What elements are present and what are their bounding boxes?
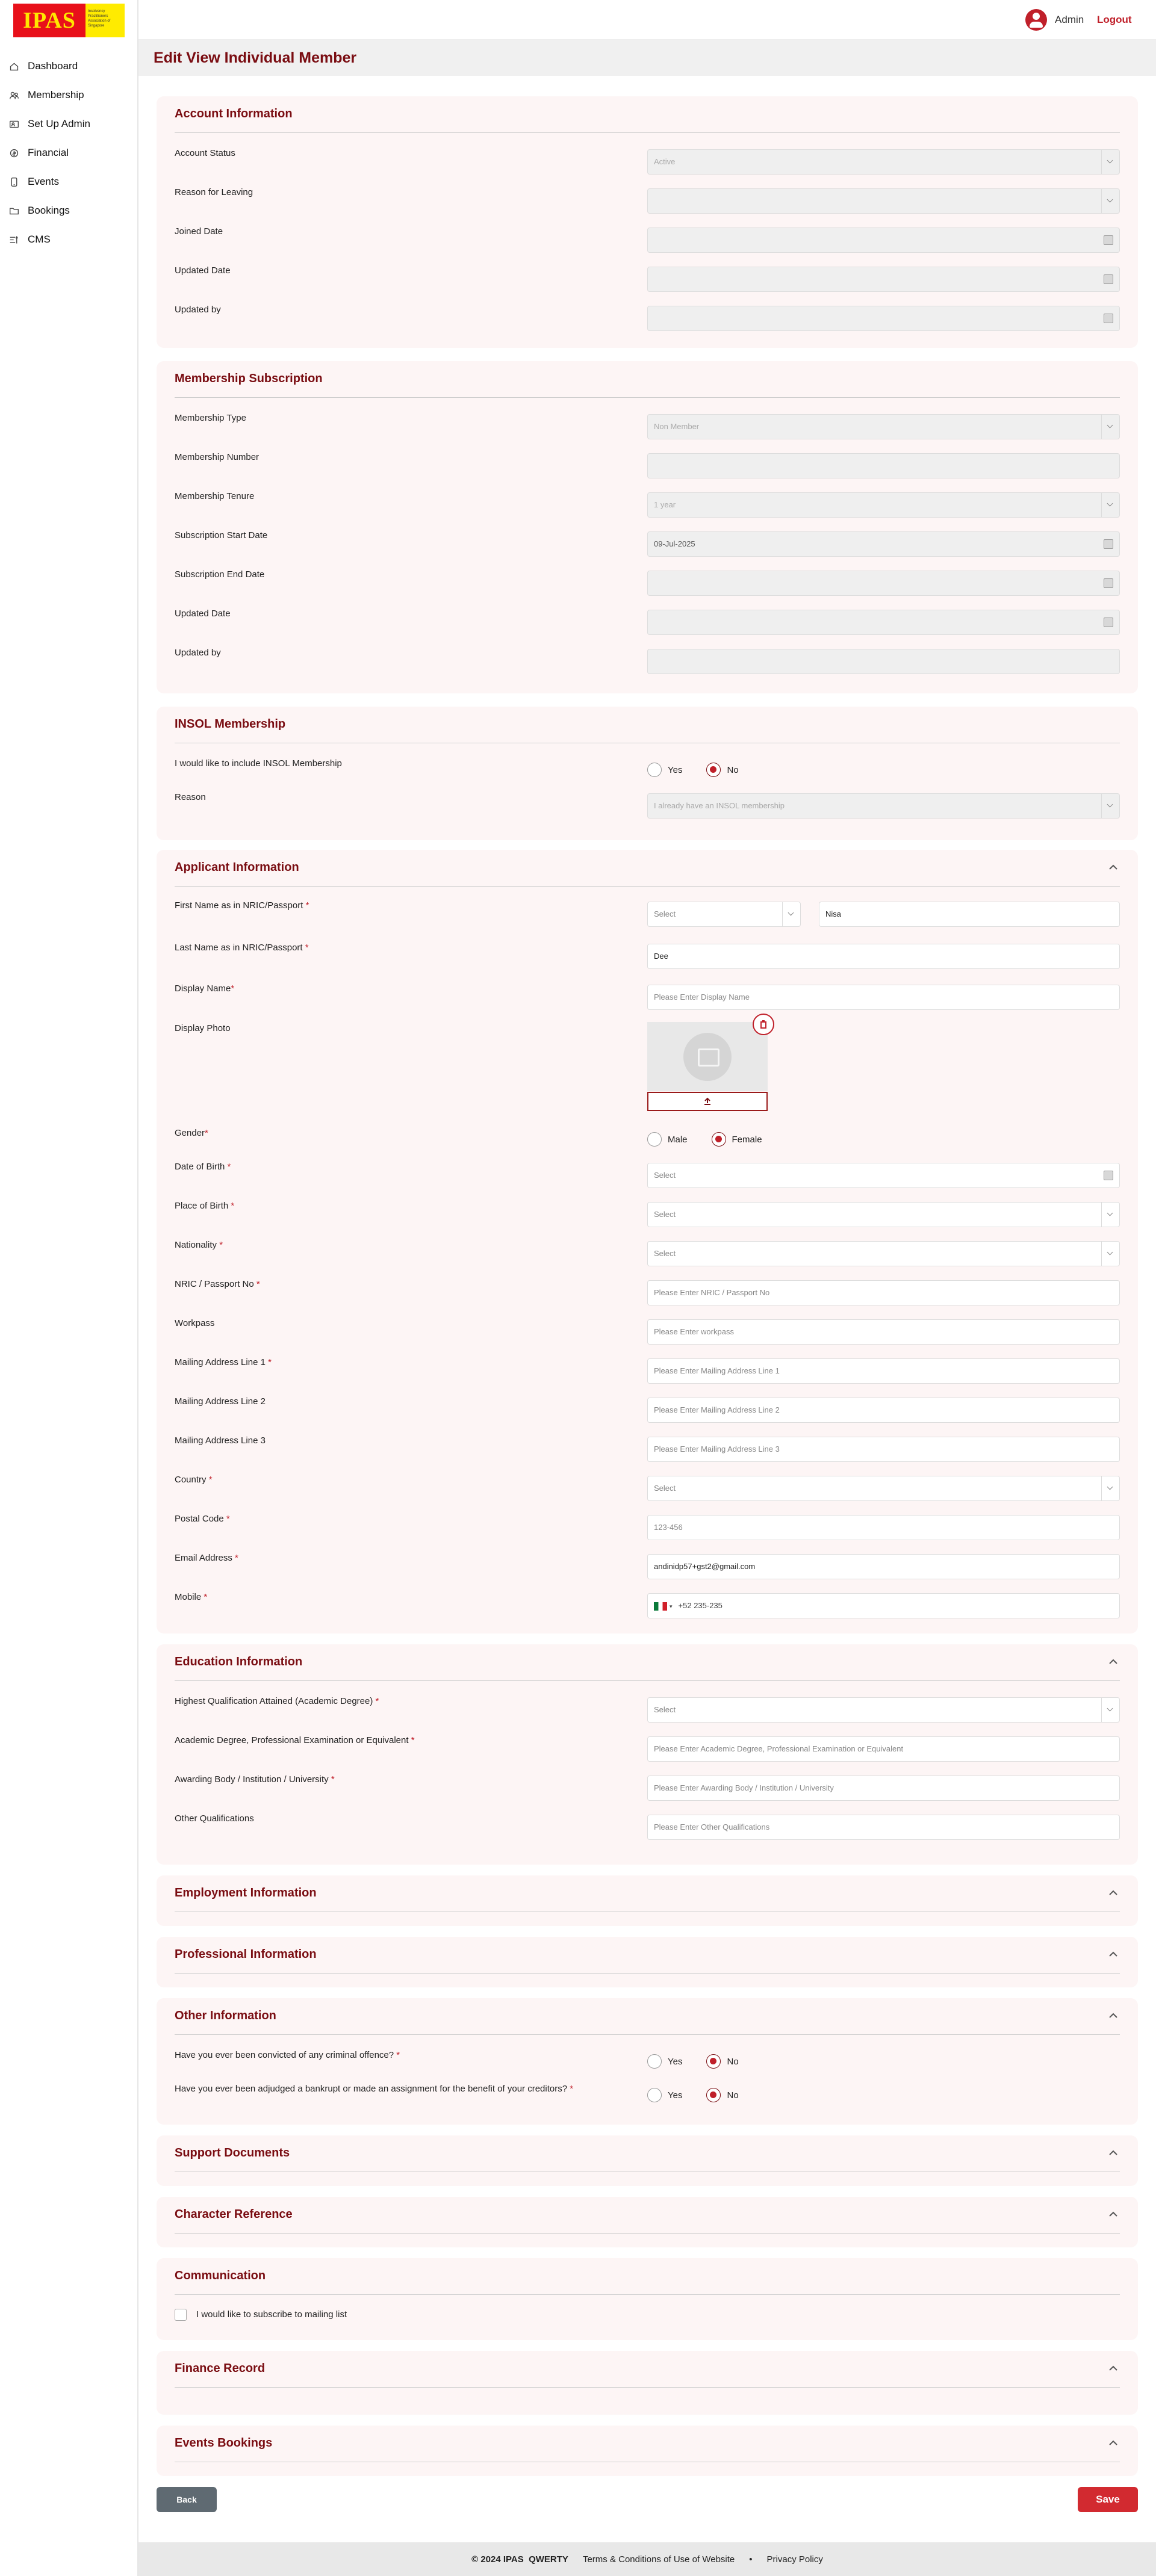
divider	[175, 2233, 1120, 2234]
section-title: INSOL Membership	[175, 717, 286, 731]
radio-circle[interactable]	[647, 763, 662, 777]
calendar-icon	[1104, 539, 1113, 549]
chevron-down-icon	[1101, 1203, 1119, 1227]
radio-circle[interactable]	[647, 2054, 662, 2069]
account-status-select[interactable]	[647, 149, 1120, 175]
field-label: Membership Type	[175, 413, 246, 423]
bankrupt-radio-group	[647, 2085, 739, 2105]
section-title: Character Reference	[175, 2208, 293, 2221]
select-value: 1 year	[654, 500, 676, 509]
input-placeholder: Please Enter Mailing Address Line 2	[654, 1405, 780, 1414]
section-title: Education Information	[175, 1655, 303, 1668]
input-placeholder: Select	[654, 1249, 676, 1258]
field-label: First Name as in NRIC/Passport *	[175, 900, 309, 911]
membership-number-field[interactable]	[647, 453, 1120, 478]
radio-label: Male	[668, 1134, 688, 1145]
chevron-down-icon	[782, 902, 800, 926]
chevron-down-icon	[1101, 794, 1119, 818]
coin-icon	[8, 147, 19, 158]
radio-label: No	[727, 2056, 739, 2067]
updated-date-row	[175, 264, 1120, 293]
last-name-input[interactable]	[647, 944, 1120, 969]
input-placeholder: Select	[654, 1171, 676, 1180]
account-information-card	[157, 96, 1138, 348]
input-placeholder: Select	[654, 1484, 676, 1493]
address1-input[interactable]	[647, 1358, 1120, 1384]
field-label: Subscription Start Date	[175, 530, 268, 540]
section-title: Communication	[175, 2269, 266, 2282]
field-label: Have you ever been convicted of any criminal offence? *	[175, 2050, 400, 2060]
highest-qualification-row	[175, 1695, 1120, 1724]
field-label: Updated by	[175, 648, 221, 658]
input-value: +52 235-235	[678, 1601, 722, 1610]
criminal-yes-radio[interactable]	[647, 2054, 682, 2069]
reason-leaving-row	[175, 186, 1120, 215]
membership-subscription-card	[157, 361, 1138, 693]
workpass-row	[175, 1317, 1120, 1346]
criminal-no-radio[interactable]	[706, 2054, 738, 2069]
communication-card	[157, 2258, 1138, 2340]
select-value: Select	[654, 909, 676, 918]
select-value: I already have an INSOL membership	[654, 801, 785, 810]
user-avatar-icon[interactable]	[1025, 9, 1047, 31]
field-label: NRIC / Passport No *	[175, 1279, 260, 1289]
chevron-up-icon[interactable]	[1107, 1886, 1120, 1899]
field-label: Membership Tenure	[175, 491, 255, 501]
radio-circle[interactable]	[706, 763, 721, 777]
nationality-row	[175, 1239, 1120, 1268]
section-title: Support Documents	[175, 2146, 290, 2160]
sidebar-item-financial[interactable]	[0, 138, 137, 167]
salutation-select[interactable]	[647, 902, 801, 927]
logo-text: IPAS	[13, 4, 85, 37]
sidebar-item-label: Financial	[28, 147, 69, 158]
field-label: Place of Birth *	[175, 1201, 235, 1211]
bankrupt-no-radio[interactable]	[706, 2088, 738, 2102]
joined-date-field[interactable]	[647, 228, 1120, 253]
mobile-input[interactable]	[647, 1593, 1120, 1618]
updated-by-row	[175, 303, 1120, 332]
input-value: Nisa	[825, 909, 842, 918]
radio-circle[interactable]	[706, 2054, 721, 2069]
bankrupt-yes-radio[interactable]	[647, 2088, 682, 2102]
insol-yes-radio[interactable]	[647, 763, 682, 777]
section-title: Applicant Information	[175, 861, 299, 874]
section-title: Membership Subscription	[175, 372, 323, 385]
chevron-down-icon	[1101, 1698, 1119, 1722]
field-label: Highest Qualification Attained (Academic Degree) *	[175, 1696, 379, 1706]
divider	[175, 886, 1120, 887]
country-code-caret: ▾	[670, 1603, 673, 1609]
calendar-icon	[1104, 235, 1113, 245]
section-title: Finance Record	[175, 2362, 266, 2375]
input-placeholder: Please Enter workpass	[654, 1327, 734, 1336]
support-documents-card[interactable]	[157, 2135, 1138, 2186]
criminal-radio-group	[647, 2051, 739, 2072]
ipas-logo[interactable]	[13, 4, 125, 37]
first-name-input[interactable]	[819, 902, 1120, 927]
postal-code-row	[175, 1512, 1120, 1541]
workpass-input[interactable]	[647, 1319, 1120, 1345]
input-placeholder: Please Enter Display Name	[654, 992, 750, 1002]
sidebar-item-cms[interactable]	[0, 225, 137, 254]
calendar-icon	[1104, 578, 1113, 588]
input-placeholder: Select	[654, 1705, 676, 1714]
upload-photo-button[interactable]	[647, 1092, 768, 1111]
criminal-offence-row	[175, 2049, 1120, 2078]
address2-row	[175, 1395, 1120, 1424]
sidebar-item-label: Membership	[28, 89, 84, 101]
page-title-bar	[138, 40, 1156, 76]
subscription-end-row	[175, 568, 1120, 597]
field-label: Mailing Address Line 1 *	[175, 1357, 272, 1367]
page-title: Edit View Individual Member	[154, 49, 357, 66]
address1-row	[175, 1356, 1120, 1385]
phone-icon	[8, 176, 19, 187]
insol-include-radio-group	[647, 760, 739, 780]
employment-information-card[interactable]	[157, 1875, 1138, 1926]
back-button[interactable]: Back	[157, 2487, 217, 2512]
sidebar-item-dashboard[interactable]	[0, 52, 137, 81]
field-label: Mailing Address Line 2	[175, 1396, 266, 1407]
chevron-down-icon	[1101, 1242, 1119, 1266]
field-label: I would like to include INSOL Membership	[175, 758, 342, 769]
checkbox-label: I would like to subscribe to mailing list	[196, 2309, 347, 2320]
nationality-select[interactable]	[647, 1241, 1120, 1266]
calendar-icon	[1104, 314, 1113, 323]
divider	[175, 2294, 1120, 2295]
gender-row	[175, 1127, 1120, 1156]
radio-circle[interactable]	[647, 2088, 662, 2102]
field-label: Workpass	[175, 1318, 215, 1328]
field-label: Reason for Leaving	[175, 187, 253, 197]
terms-link[interactable]: Terms & Conditions of Use of Website	[582, 2554, 735, 2565]
email-row	[175, 1552, 1120, 1581]
field-label: Awarding Body / Institution / University *	[175, 1774, 335, 1785]
radio-label: Yes	[668, 2090, 683, 2101]
insol-reason-row	[175, 791, 1120, 820]
folder-icon	[8, 205, 19, 216]
users-icon	[8, 90, 19, 101]
insol-reason-select[interactable]	[647, 793, 1120, 819]
chevron-up-icon[interactable]	[1107, 2208, 1120, 2221]
field-label: Subscription End Date	[175, 569, 265, 580]
input-placeholder: Please Enter Mailing Address Line 3	[654, 1444, 780, 1454]
sidebar-item-events[interactable]	[0, 167, 137, 196]
input-placeholder: Please Enter Other Qualifications	[654, 1822, 770, 1831]
trash-icon	[759, 1020, 768, 1029]
mobile-row	[175, 1591, 1120, 1620]
gender-male-radio[interactable]	[647, 1132, 688, 1147]
last-name-row	[175, 941, 1120, 970]
address2-input[interactable]	[647, 1398, 1120, 1423]
date-value: 09-Jul-2025	[654, 539, 695, 548]
field-label: Display Photo	[175, 1023, 231, 1033]
field-label: Mobile *	[175, 1592, 208, 1602]
input-placeholder: 123-456	[654, 1523, 683, 1532]
radio-label: No	[727, 2090, 739, 2101]
image-placeholder-icon	[683, 1033, 732, 1081]
sidebar-item-setup-admin[interactable]	[0, 110, 137, 138]
highest-qualification-select[interactable]	[647, 1697, 1120, 1723]
divider	[175, 1680, 1120, 1681]
gender-female-radio[interactable]	[712, 1132, 762, 1147]
input-value: Dee	[654, 952, 668, 961]
sidebar-item-bookings[interactable]	[0, 196, 137, 225]
field-label: Joined Date	[175, 226, 223, 237]
membership-tenure-select[interactable]	[647, 492, 1120, 518]
academic-degree-row	[175, 1734, 1120, 1763]
field-label: Academic Degree, Professional Examination or Equivalent *	[175, 1735, 415, 1745]
other-qualifications-input[interactable]	[647, 1815, 1120, 1840]
field-label: Have you ever been adjudged a bankrupt or made an assignment for the benefit of your creditors? *	[175, 2084, 574, 2094]
field-label: Updated by	[175, 305, 221, 315]
field-label: Other Qualifications	[175, 1813, 254, 1824]
input-value: andinidp57+gst2@gmail.com	[654, 1562, 756, 1571]
footer-separator: •	[749, 2554, 753, 2565]
divider	[175, 1973, 1120, 1974]
divider	[175, 2034, 1120, 2035]
subscription-updated-date-field[interactable]	[647, 610, 1120, 635]
mexico-flag-icon[interactable]	[654, 1602, 667, 1611]
id-card-icon	[8, 119, 19, 129]
photo-preview	[647, 1022, 768, 1091]
section-title: Events Bookings	[175, 2436, 273, 2450]
events-bookings-card[interactable]	[157, 2426, 1138, 2476]
dob-field[interactable]	[647, 1163, 1120, 1188]
chevron-up-icon[interactable]	[1107, 2362, 1120, 2375]
subscription-start-field[interactable]	[647, 531, 1120, 557]
bankrupt-row	[175, 2082, 1120, 2111]
section-title: Employment Information	[175, 1886, 317, 1899]
chevron-down-icon	[1101, 415, 1119, 439]
divider	[175, 397, 1120, 398]
field-label: Updated Date	[175, 265, 231, 276]
account-status-row	[175, 147, 1120, 176]
subscription-updated-by-field[interactable]	[647, 649, 1120, 674]
field-label: Date of Birth *	[175, 1162, 231, 1172]
radio-circle[interactable]	[647, 1132, 662, 1147]
pob-row	[175, 1200, 1120, 1228]
input-placeholder: Please Enter Awarding Body / Institution / University	[654, 1783, 834, 1792]
insol-include-row	[175, 757, 1120, 786]
subscription-updated-by-row	[175, 646, 1120, 675]
logo-subtext: Insolvency Practitioners Association of Singapore	[85, 4, 125, 37]
field-label: Nationality *	[175, 1240, 223, 1250]
email-input[interactable]	[647, 1554, 1120, 1579]
radio-label: Female	[732, 1134, 762, 1145]
home-icon	[8, 61, 19, 72]
top-bar	[138, 0, 1156, 40]
sidebar-nav	[0, 52, 137, 254]
address3-input[interactable]	[647, 1437, 1120, 1462]
gender-radio-group	[647, 1129, 762, 1150]
other-qualifications-row	[175, 1812, 1120, 1841]
input-placeholder: Select	[654, 1210, 676, 1219]
membership-type-select[interactable]	[647, 414, 1120, 439]
applicant-information-card	[157, 850, 1138, 1633]
logout-link[interactable]: Logout	[1097, 14, 1132, 25]
nric-input[interactable]	[647, 1280, 1120, 1305]
pob-select[interactable]	[647, 1202, 1120, 1227]
radio-circle[interactable]	[706, 2088, 721, 2102]
divider	[175, 2387, 1120, 2388]
display-name-row	[175, 982, 1120, 1011]
radio-circle[interactable]	[712, 1132, 726, 1147]
footer	[138, 2542, 1156, 2576]
upload-icon	[703, 1097, 712, 1106]
field-label: Display Name*	[175, 983, 235, 994]
other-information-card	[157, 1998, 1138, 2125]
select-value: Non Member	[654, 422, 700, 431]
mailing-list-checkbox[interactable]	[175, 2309, 187, 2321]
updated-date-field[interactable]	[647, 267, 1120, 292]
select-value: Active	[654, 157, 676, 166]
field-label: Country *	[175, 1475, 213, 1485]
subscription-end-field[interactable]	[647, 571, 1120, 596]
field-label: Account Status	[175, 148, 235, 158]
chevron-down-icon	[1101, 493, 1119, 517]
subscription-updated-date-row	[175, 607, 1120, 636]
sidebar-item-label: Dashboard	[28, 60, 78, 72]
chevron-down-icon	[1101, 189, 1119, 213]
reason-leaving-select[interactable]	[647, 188, 1120, 214]
character-reference-card[interactable]	[157, 2197, 1138, 2247]
chevron-up-icon[interactable]	[1107, 2009, 1120, 2022]
field-label: Membership Number	[175, 452, 259, 462]
sidebar-item-label: CMS	[28, 234, 51, 245]
field-label: Gender*	[175, 1128, 208, 1138]
section-title: Other Information	[175, 2009, 276, 2022]
divider	[175, 132, 1120, 133]
awarding-body-input[interactable]	[647, 1776, 1120, 1801]
updated-by-field[interactable]	[647, 306, 1120, 331]
field-label: Email Address *	[175, 1553, 238, 1563]
chevron-up-icon[interactable]	[1107, 2436, 1120, 2450]
joined-date-row	[175, 225, 1120, 254]
chevron-up-icon[interactable]	[1107, 2146, 1120, 2160]
education-information-card	[157, 1644, 1138, 1865]
field-label: Mailing Address Line 3	[175, 1435, 266, 1446]
sidebar	[0, 0, 138, 2576]
country-select[interactable]	[647, 1476, 1120, 1501]
section-title: Account Information	[175, 107, 293, 120]
field-label: Last Name as in NRIC/Passport *	[175, 943, 309, 953]
chevron-down-icon	[1101, 1476, 1119, 1500]
address3-row	[175, 1434, 1120, 1463]
footer-copyright: © 2024 IPAS QWERTY	[471, 2554, 568, 2565]
delete-photo-button[interactable]	[753, 1014, 774, 1035]
sidebar-item-label: Events	[28, 176, 59, 187]
calendar-icon	[1104, 1171, 1113, 1180]
display-name-input[interactable]	[647, 985, 1120, 1010]
field-label: Updated Date	[175, 608, 231, 619]
user-name: Admin	[1055, 14, 1084, 25]
input-placeholder: Please Enter NRIC / Passport No	[654, 1288, 770, 1297]
privacy-link[interactable]: Privacy Policy	[766, 2554, 823, 2565]
chevron-up-icon[interactable]	[1107, 1655, 1120, 1668]
membership-type-row	[175, 412, 1120, 441]
calendar-icon	[1104, 618, 1113, 627]
save-button[interactable]: Save	[1078, 2487, 1138, 2512]
radio-label: Yes	[668, 764, 683, 775]
calendar-icon	[1104, 274, 1113, 284]
chevron-up-icon[interactable]	[1107, 861, 1120, 874]
mailing-list-row	[175, 2308, 1120, 2326]
chevron-up-icon[interactable]	[1107, 1948, 1120, 1961]
finance-record-card[interactable]	[157, 2351, 1138, 2415]
field-label: Postal Code *	[175, 1514, 230, 1524]
subscription-start-row	[175, 529, 1120, 558]
field-label: Reason	[175, 792, 206, 802]
radio-label: Yes	[668, 2056, 683, 2067]
sidebar-item-label: Bookings	[28, 205, 70, 216]
radio-label: No	[727, 764, 739, 775]
academic-degree-input[interactable]	[647, 1736, 1120, 1762]
display-photo-row	[175, 1022, 1120, 1118]
sidebar-item-membership[interactable]	[0, 81, 137, 110]
filter-icon	[8, 234, 19, 245]
membership-tenure-row	[175, 490, 1120, 519]
postal-code-input[interactable]	[647, 1515, 1120, 1540]
nric-row	[175, 1278, 1120, 1307]
section-title: Professional Information	[175, 1948, 317, 1961]
awarding-body-row	[175, 1773, 1120, 1802]
membership-number-row	[175, 451, 1120, 480]
country-row	[175, 1473, 1120, 1502]
chevron-down-icon	[1101, 150, 1119, 174]
dob-row	[175, 1160, 1120, 1189]
sidebar-item-label: Set Up Admin	[28, 118, 90, 129]
insol-membership-card	[157, 707, 1138, 840]
insol-no-radio[interactable]	[706, 763, 738, 777]
first-name-row	[175, 899, 1120, 928]
input-placeholder: Please Enter Academic Degree, Professional Examination or Equivalent	[654, 1744, 904, 1753]
professional-information-card[interactable]	[157, 1937, 1138, 1987]
input-placeholder: Please Enter Mailing Address Line 1	[654, 1366, 780, 1375]
